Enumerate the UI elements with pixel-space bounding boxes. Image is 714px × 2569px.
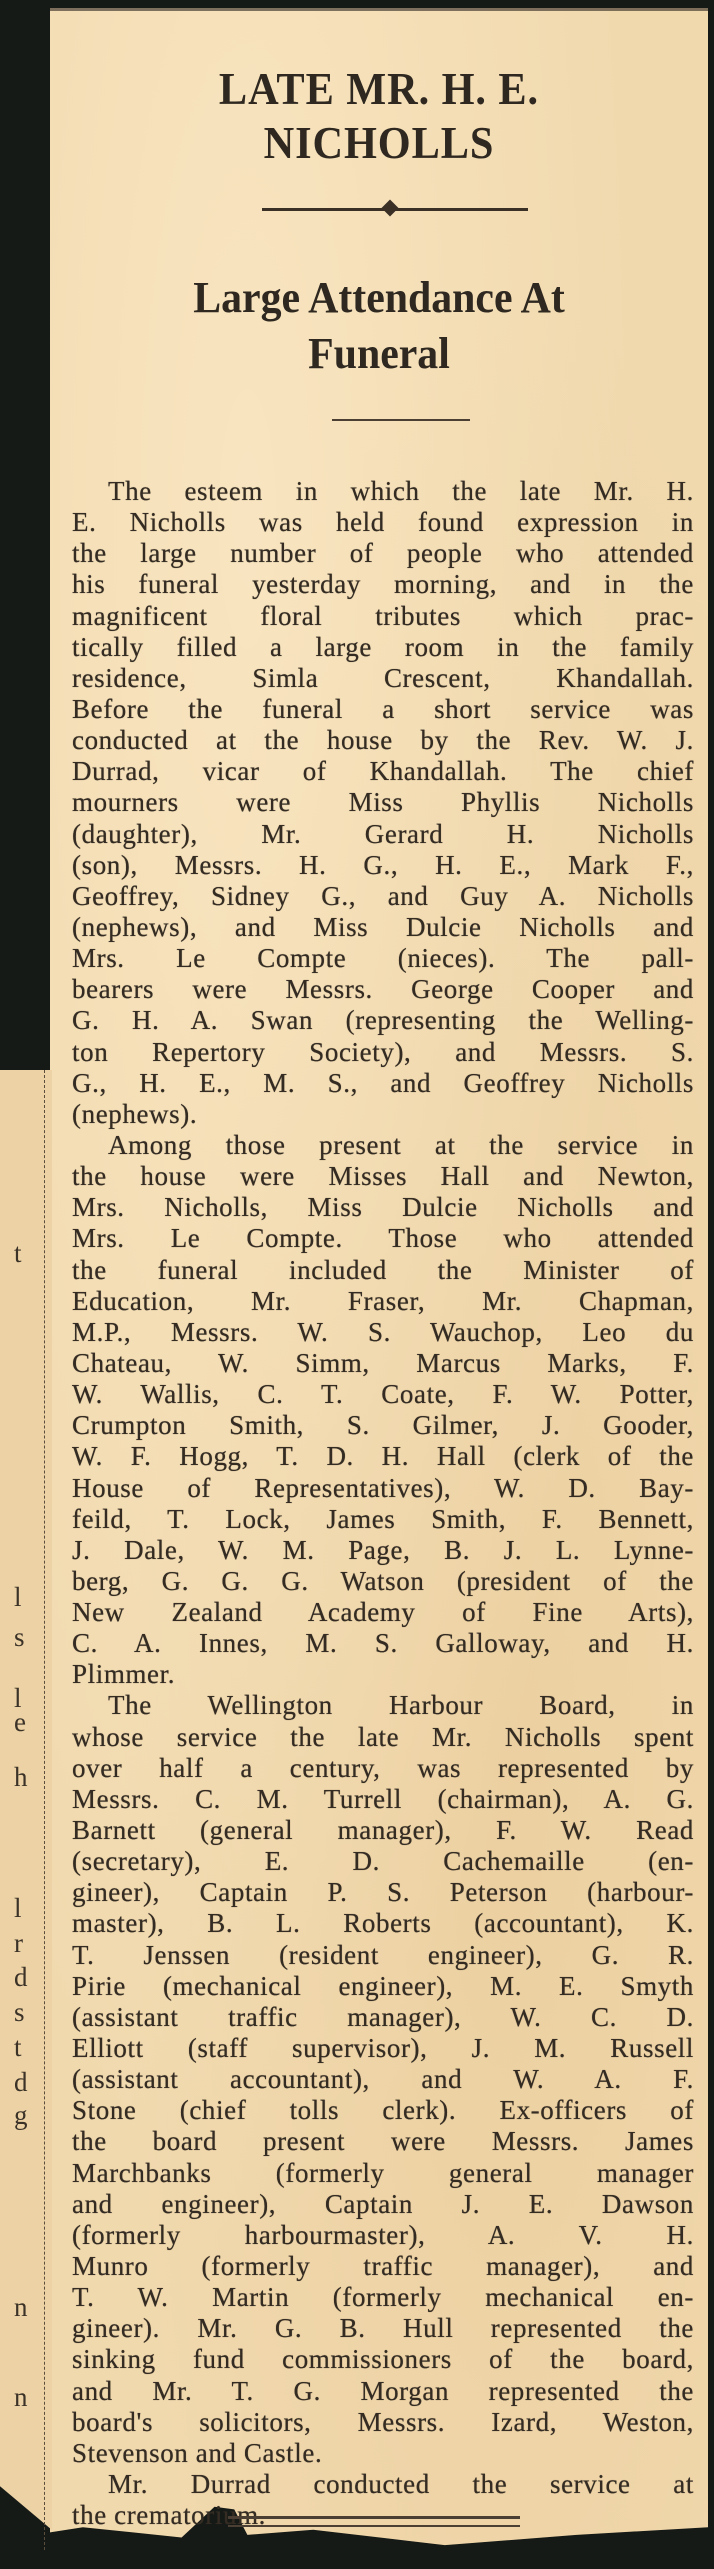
subheadline-line-1: Large Attendance At bbox=[193, 273, 565, 322]
article-line: (assistant accountant), and W. A. F. bbox=[72, 2064, 694, 2095]
column-fragment: r bbox=[14, 1928, 23, 1958]
article-line: the board present were Messrs. James bbox=[72, 2126, 694, 2157]
article-line: the crematorium. bbox=[72, 2500, 267, 2531]
article-line: (son), Messrs. H. G., H. E., Mark F., bbox=[72, 849, 694, 880]
article-line: and Mr. T. G. Morgan represented the bbox=[72, 2375, 694, 2406]
article-line: E. Nicholls was held found expression in bbox=[72, 507, 694, 538]
ornamental-rule bbox=[262, 208, 528, 211]
article-line: Barnett (general manager), F. W. Read bbox=[72, 1815, 694, 1846]
article-line: Messrs. C. M. Turrell (chairman), A. G. bbox=[72, 1783, 694, 1814]
section-rule bbox=[332, 419, 470, 421]
column-fragment: t bbox=[14, 1238, 22, 1268]
article-line: (daughter), Mr. Gerard H. Nicholls bbox=[72, 818, 694, 849]
column-rule bbox=[44, 1070, 45, 2550]
article-line: (secretary), E. D. Cachemaille (en- bbox=[72, 1846, 694, 1877]
column-fragment: e bbox=[14, 1707, 26, 1737]
article-line: feild, T. Lock, James Smith, F. Bennett, bbox=[72, 1503, 694, 1534]
article-line: his funeral yesterday morning, and in the bbox=[72, 569, 694, 600]
article-line: conducted at the house by the Rev. W. J. bbox=[72, 725, 694, 756]
article-line: W. Wallis, C. T. Coate, F. W. Potter, bbox=[72, 1379, 694, 1410]
column-fragment: d bbox=[14, 1962, 28, 1992]
article-line: over half a century, was represented by bbox=[72, 1752, 694, 1783]
article-body bbox=[72, 476, 694, 2531]
article-line: (nephews), and Miss Dulcie Nicholls and bbox=[72, 911, 694, 942]
article-line: House of Representatives), W. D. Bay- bbox=[72, 1472, 694, 1503]
article-line: Durrad, vicar of Khandallah. The chief bbox=[72, 756, 694, 787]
column-fragment: s bbox=[14, 1622, 25, 1652]
article-line: Mr. Durrad conducted the service at bbox=[108, 2469, 694, 2499]
article-line: berg, G. G. G. Watson (president of the bbox=[72, 1565, 694, 1596]
article-line: W. F. Hogg, T. D. H. Hall (clerk of the bbox=[72, 1441, 694, 1472]
headline-line-2: NICHOLLS bbox=[263, 117, 495, 168]
article-line: tically filled a large room in the family bbox=[72, 631, 694, 662]
article-line: Mrs. Nicholls, Miss Dulcie Nicholls and bbox=[72, 1192, 694, 1223]
column-fragment: l bbox=[14, 1582, 22, 1612]
article-line: Stevenson and Castle. bbox=[72, 2437, 323, 2468]
article-line: board's solicitors, Messrs. Izard, Weston, bbox=[72, 2406, 694, 2437]
article-line: the funeral included the Minister of bbox=[72, 1254, 694, 1285]
column-fragment: n bbox=[14, 2292, 28, 2322]
article-line: Chateau, W. Simm, Marcus Marks, F. bbox=[72, 1347, 694, 1378]
article-line: (formerly harbourmaster), A. V. H. bbox=[72, 2219, 694, 2250]
article-line: Plimmer. bbox=[72, 1659, 176, 1690]
article-line: the house were Misses Hall and Newton, bbox=[72, 1161, 694, 1192]
column-fragment: d bbox=[14, 2067, 28, 2097]
column-fragment: h bbox=[14, 1762, 28, 1792]
article-line: G., H. E., M. S., and Geoffrey Nicholls bbox=[72, 1067, 694, 1098]
article-line: G. H. A. Swan (representing the Welling- bbox=[72, 1005, 694, 1036]
article-line: whose service the late Mr. Nicholls spent bbox=[72, 1721, 694, 1752]
article-line: New Zealand Academy of Fine Arts), bbox=[72, 1597, 694, 1628]
article-line: residence, Simla Crescent, Khandallah. bbox=[72, 662, 694, 693]
article-line: sinking fund commissioners of the board, bbox=[72, 2344, 694, 2375]
headline-line-1: LATE MR. H. E. bbox=[218, 63, 540, 114]
column-fragment: l bbox=[14, 1683, 22, 1713]
column-fragment: n bbox=[14, 2382, 28, 2412]
article-line: bearers were Messrs. George Cooper and bbox=[72, 974, 694, 1005]
article-line: Geoffrey, Sidney G., and Guy A. Nicholls bbox=[72, 880, 694, 911]
article-line: Education, Mr. Fraser, Mr. Chapman, bbox=[72, 1285, 694, 1316]
article-line: T. Jenssen (resident engineer), G. R. bbox=[72, 1939, 694, 1970]
article-line: Before the funeral a short service was bbox=[72, 693, 694, 724]
article-line: Mrs. Le Compte (nieces). The pall- bbox=[72, 943, 694, 974]
column-fragment: g bbox=[14, 2100, 28, 2130]
end-rule bbox=[228, 2516, 520, 2527]
article-line: Munro (formerly traffic manager), and bbox=[72, 2251, 694, 2282]
article-line: Pirie (mechanical engineer), M. E. Smyth bbox=[72, 1970, 694, 2001]
article-line: The Wellington Harbour Board, in bbox=[108, 1690, 694, 1721]
article-line: master), B. L. Roberts (accountant), K. bbox=[72, 1908, 694, 1939]
column-fragment: s bbox=[14, 1997, 25, 2027]
article-line: ton Repertory Society), and Messrs. S. bbox=[72, 1036, 694, 1067]
article-line: J. Dale, W. M. Page, B. J. L. Lynne- bbox=[72, 1534, 694, 1565]
article-line: Elliott (staff supervisor), J. M. Russell bbox=[72, 2033, 694, 2064]
article-line: T. W. Martin (formerly mechanical en- bbox=[72, 2282, 694, 2313]
article-line: Mrs. Le Compte. Those who attended bbox=[72, 1223, 694, 1254]
article-line: Among those present at the service in bbox=[108, 1129, 694, 1160]
article-line: magnificent floral tributes which prac- bbox=[72, 600, 694, 631]
article-line: gineer), Captain P. S. Peterson (harbour- bbox=[72, 1877, 694, 1908]
column-fragment: l bbox=[14, 1893, 22, 1923]
article-line: the large number of people who attended bbox=[72, 538, 694, 569]
article-line: M.P., Messrs. W. S. Wauchop, Leo du bbox=[72, 1316, 694, 1347]
column-fragment: t bbox=[14, 2032, 22, 2062]
article-line: (assistant traffic manager), W. C. D. bbox=[72, 2001, 694, 2032]
article-line: and engineer), Captain J. E. Dawson bbox=[72, 2188, 694, 2219]
article-line: Marchbanks (formerly general manager bbox=[72, 2157, 694, 2188]
article-line: Stone (chief tolls clerk). Ex-officers of bbox=[72, 2095, 694, 2126]
article-line: The esteem in which the late Mr. H. bbox=[108, 476, 694, 506]
article-line: gineer). Mr. G. B. Hull represented the bbox=[72, 2313, 694, 2344]
article-line: (nephews). bbox=[72, 1098, 198, 1129]
article-line: Crumpton Smith, S. Gilmer, J. Gooder, bbox=[72, 1410, 694, 1441]
subheadline-line-2: Funeral bbox=[308, 329, 450, 378]
article-line: mourners were Miss Phyllis Nicholls bbox=[72, 787, 694, 818]
article-line: C. A. Innes, M. S. Galloway, and H. bbox=[72, 1628, 694, 1659]
